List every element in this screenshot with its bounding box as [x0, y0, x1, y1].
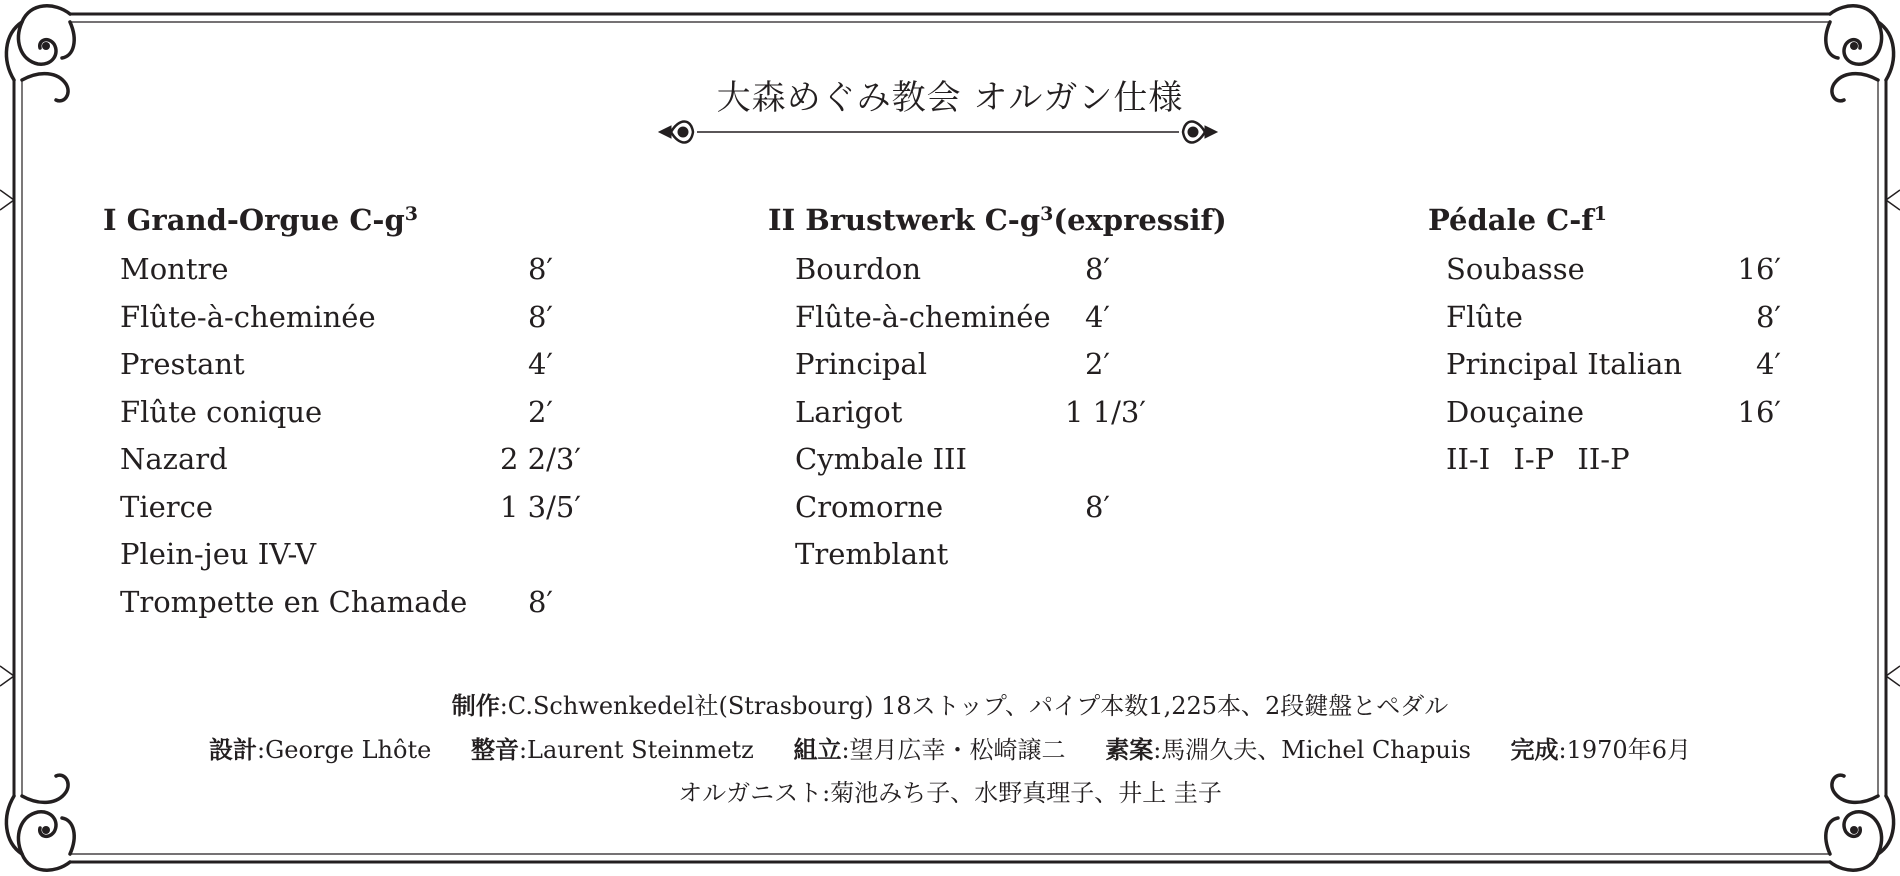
- stop-row: [1428, 294, 1781, 342]
- stop-name: Nazard: [120, 442, 228, 476]
- stop-row: [103, 389, 553, 437]
- stop-name: Flûte: [1446, 299, 1523, 334]
- stop-row: [103, 341, 553, 389]
- stop-name: Larigot: [795, 394, 903, 429]
- stop-name: Cromorne: [795, 489, 944, 524]
- stop-name: Prestant: [120, 347, 245, 381]
- stop-pitch: [1065, 531, 1110, 579]
- credit-text: :C.Schwenkedel社(Strasbourg) 18ストップ、パイプ本数1,225本、2段鍵盤とペダル: [499, 692, 1449, 720]
- credit-item: 完成:1970年6月: [1510, 735, 1691, 764]
- stop-pitch: 2′: [527, 394, 553, 429]
- credit-item: 素案:馬淵久夫、Michel Chapuis: [1105, 735, 1471, 764]
- stop-row: [768, 389, 1227, 437]
- credits: [100, 684, 1800, 815]
- stop-row: [103, 484, 581, 532]
- stop-pitch: 4′: [527, 347, 553, 381]
- title-ornament: [657, 110, 1219, 154]
- credit-label: 制作: [451, 691, 500, 720]
- stop-name: Principal Italian: [1446, 347, 1683, 381]
- stop-row: [103, 294, 553, 342]
- division-pedale: [1428, 194, 1781, 484]
- couplers: II-I I-P II-P: [1446, 442, 1630, 476]
- stop-row: [103, 579, 553, 627]
- stop-row: [768, 246, 1227, 294]
- credits-line-1: [100, 684, 1800, 728]
- stop-pitch: [1065, 436, 1110, 484]
- stop-name: Trompette en Chamade: [120, 584, 468, 619]
- stop-pitch: 16′: [1737, 252, 1781, 286]
- stop-row: [1428, 389, 1781, 437]
- credits-line-2: [100, 728, 1800, 772]
- stop-name: Bourdon: [795, 252, 922, 286]
- division-brustwerk: [768, 194, 1227, 579]
- stop-name: Montre: [120, 252, 229, 286]
- stop-row: [1428, 246, 1781, 294]
- stop-pitch: 4′: [1755, 347, 1781, 381]
- stop-pitch: 16′: [1737, 394, 1781, 429]
- stop-name: Tremblant: [795, 537, 949, 571]
- stop-name: Principal: [795, 347, 927, 381]
- stop-row: [103, 531, 553, 579]
- division-heading: I Grand-Orgue $C-g^3$: [103, 203, 418, 237]
- stop-pitch: 8′: [527, 299, 553, 334]
- stop-pitch: 2 2/3′: [500, 442, 581, 476]
- stop-row: [103, 436, 581, 484]
- stop-pitch: 4′: [1084, 299, 1110, 334]
- stop-row: [1428, 341, 1781, 389]
- stop-name: Plein-jeu IV-V: [120, 537, 317, 571]
- stop-row: [103, 246, 553, 294]
- stop-pitch: 1 1/3′: [1065, 394, 1146, 429]
- credit-item: 組立:望月広幸・松崎譲二: [793, 735, 1066, 764]
- stop-row: [768, 531, 1227, 579]
- stop-name: Tierce: [120, 489, 214, 524]
- stop-row: [768, 484, 1227, 532]
- stop-name: Douçaine: [1446, 394, 1585, 429]
- stop-row: [768, 294, 1227, 342]
- stop-pitch: [500, 531, 553, 579]
- stop-pitch: 8′: [527, 584, 553, 619]
- stop-name: Soubasse: [1446, 252, 1585, 286]
- division-heading: Pédale $C-f^1$: [1428, 203, 1607, 237]
- stop-row: [768, 341, 1227, 389]
- credits-line-3: オルガニスト:菊池みち子、水野真理子、井上 圭子: [678, 779, 1222, 807]
- credit-item: 整音:Laurent Steinmetz: [470, 735, 754, 764]
- credit-item: 設計:George Lhôte: [209, 735, 432, 764]
- stop-row: [768, 436, 1227, 484]
- stop-pitch: 8′: [1084, 252, 1110, 286]
- stop-pitch: 2′: [1084, 347, 1110, 381]
- page-title: 大森めぐみ教会 オルガン仕様: [716, 78, 1184, 118]
- stop-pitch: 1 3/5′: [500, 489, 581, 524]
- stop-name: Flûte-à-cheminée: [795, 299, 1051, 334]
- division-heading: II Brustwerk $C-g^3(expressif)$: [768, 203, 1227, 237]
- stop-pitch: 8′: [527, 252, 553, 286]
- division-grand-orgue: [103, 194, 581, 626]
- stop-pitch: 8′: [1084, 489, 1110, 524]
- stop-name: Flûte-à-cheminée: [120, 299, 376, 334]
- stop-name: Cymbale III: [795, 442, 967, 476]
- stop-pitch: 8′: [1755, 299, 1781, 334]
- stop-name: Flûte conique: [120, 394, 323, 429]
